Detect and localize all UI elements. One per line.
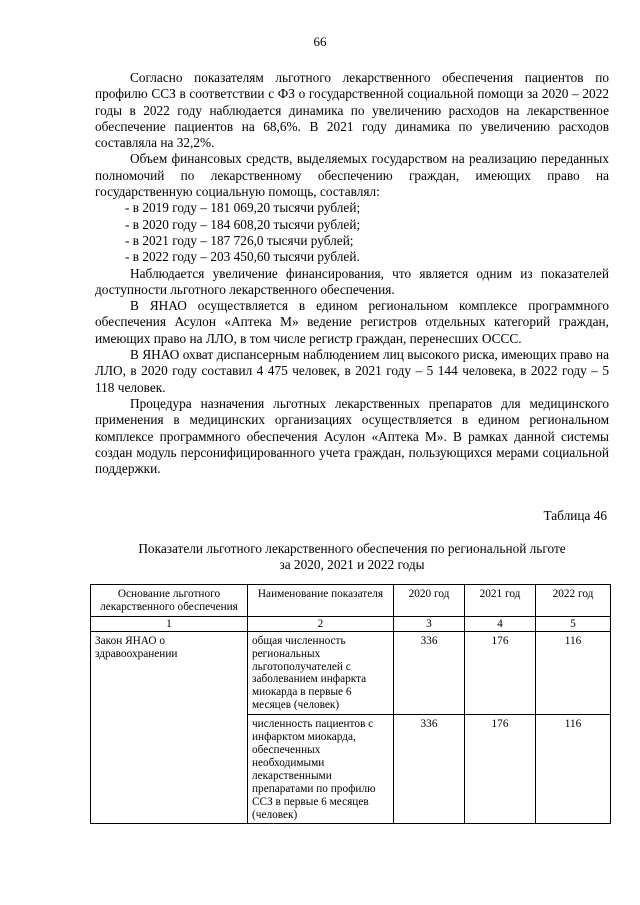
paragraph-funding-intro: Объем финансовых средств, выделяемых государством на реализацию переданных полномочий по лекарственному обеспечению граждан, имеющих право на государственную социальную помощь, составлял: <box>95 151 609 200</box>
funding-item-2021: - в 2021 году – 187 726,0 тысячи рублей; <box>125 232 354 248</box>
table-title-line2: за 2020, 2021 и 2022 годы <box>279 557 425 573</box>
paragraph-procedure: Процедура назначения льготных лекарственных препаратов для медицинского применения в медицинских организациях осуществляется в едином региональном комплексе программного обеспечения Асулон «Аптека М». В рамках данной системы создан модуль персонифицированного учета граждан, пользующихся мерами социальной поддержки. <box>95 395 609 477</box>
benefits-table-wrapper <box>90 584 610 824</box>
table-title-line1: Показатели льготного лекарственного обеспечения по региональной льготе <box>138 541 566 556</box>
header-2020: 2020 год <box>394 585 465 617</box>
column-number: 5 <box>536 616 611 631</box>
header-indicator: Наименование показателя <box>248 585 394 617</box>
basis-cell: Закон ЯНАО о здравоохранении <box>91 631 248 824</box>
paragraph-registry: В ЯНАО осуществляется в едином региональном комплексе программного обеспечения Асулон «Аптека М» ведение регистров отдельных категорий граждан, имеющих право на ЛЛО, в том числе регистр граждан, перенесших ОССС. <box>95 298 609 346</box>
benefits-table <box>90 584 611 824</box>
paragraph-expenses: Согласно показателям льготного лекарственного обеспечения пациентов по профилю ССЗ в соответствии с ФЗ о государственной социальной помощи за 2020 – 2022 годы в 2022 году наблюдается динамика по увеличению расходов на лекарственное обеспечение пациентов на 68,6%. В 2021 году динамика по увеличению расходов составляла на 32,2%. <box>95 70 609 151</box>
page-number: 66 <box>313 34 327 49</box>
indicator-cell: общая численность региональных льготополучателей с заболеванием инфаркта миокарда в первые 6 месяцев (человек) <box>248 631 394 714</box>
header-2022: 2022 год <box>536 585 611 617</box>
table-label: Таблица 46 <box>543 508 607 523</box>
indicator-cell: численность пациентов с инфарктом миокарда, обеспеченных необходимыми лекарственными препаратами по профилю ССЗ в первые 6 месяцев (человек) <box>248 715 394 824</box>
header-2021: 2021 год <box>465 585 536 617</box>
value-2021-cell: 176 <box>465 715 536 824</box>
table-title <box>95 541 609 574</box>
value-2020-cell: 336 <box>394 631 465 714</box>
value-2020-cell: 336 <box>394 715 465 824</box>
funding-list <box>95 200 609 265</box>
paragraph-dispensary: В ЯНАО охват диспансерным наблюдением лиц высокого риска, имеющих право на ЛЛО, в 2020 году составил 4 475 человек, в 2021 году – 5 144 человека, в 2022 году – 5 118 человек. <box>95 347 609 395</box>
paragraph-funding-growth: Наблюдается увеличение финансирования, что является одним из показателей доступности льготного лекарственного обеспечения. <box>95 265 609 297</box>
table-header-row <box>91 585 611 617</box>
column-number: 3 <box>394 616 465 631</box>
funding-item-2022: - в 2022 году – 203 450,60 тысячи рублей. <box>125 249 360 265</box>
value-2021-cell: 176 <box>465 631 536 714</box>
column-number-row <box>91 616 611 631</box>
header-basis: Основание льготного лекарственного обеспечения <box>91 585 248 617</box>
table-row <box>91 631 611 714</box>
body-text <box>95 70 609 477</box>
value-2022-cell: 116 <box>536 631 611 714</box>
funding-item-2020: - в 2020 году – 184 608,20 тысячи рублей; <box>125 216 361 232</box>
column-number: 4 <box>465 616 536 631</box>
funding-item-2019: - в 2019 году – 181 069,20 тысячи рублей; <box>125 200 361 216</box>
value-2022-cell: 116 <box>536 715 611 824</box>
column-number: 2 <box>248 616 394 631</box>
column-number: 1 <box>91 616 248 631</box>
